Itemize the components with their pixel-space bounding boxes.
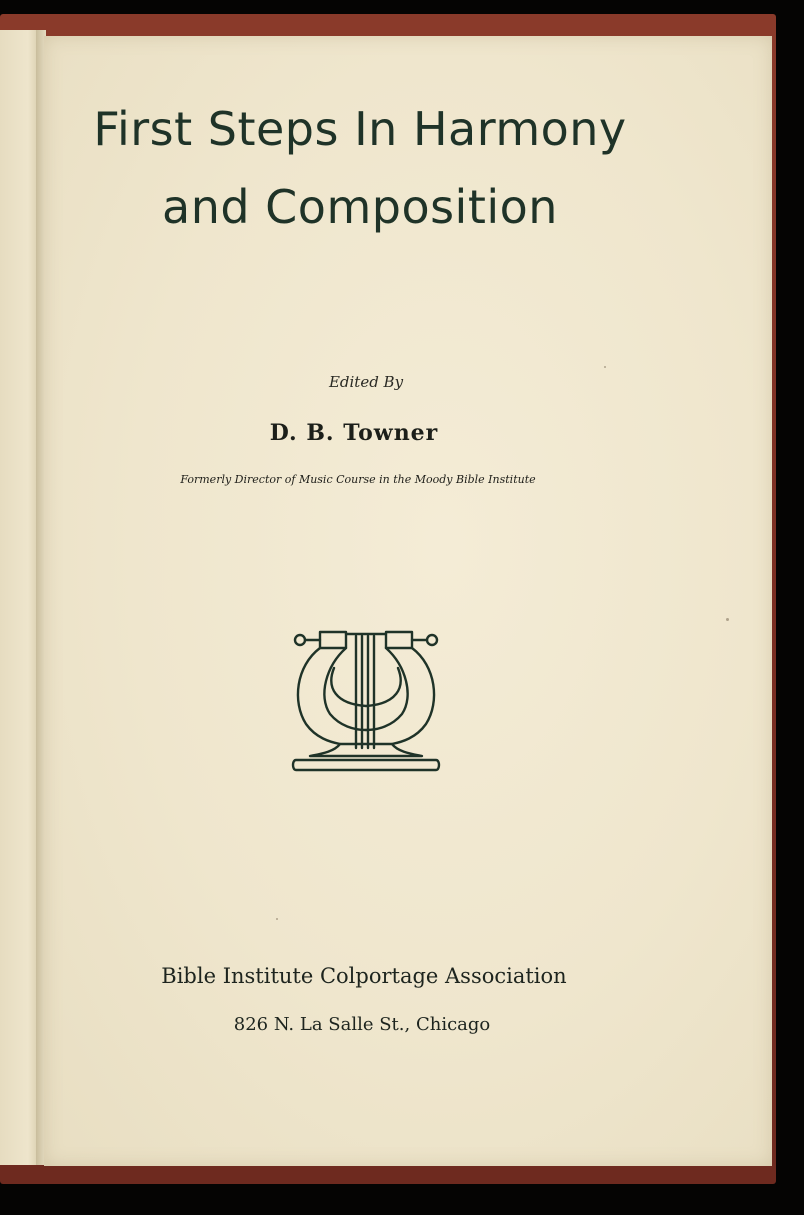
book-title-line-1: First Steps In Harmony <box>93 102 627 156</box>
publisher-address: 826 N. La Salle St., Chicago <box>233 1014 491 1035</box>
title-page <box>44 36 772 1166</box>
edited-by-label: Edited By <box>328 373 404 391</box>
lyre-icon <box>290 626 442 776</box>
publisher-name: Bible Institute Colportage Association <box>161 964 567 988</box>
paper-speck <box>726 618 729 621</box>
paper-speck <box>604 366 606 368</box>
paper-speck <box>276 918 278 920</box>
book-title-line-2: and Composition <box>162 180 558 234</box>
editor-credentials: Formerly Director of Music Course in the Moody Bible Institute <box>180 473 536 486</box>
editor-name: D. B. Towner <box>269 420 439 446</box>
